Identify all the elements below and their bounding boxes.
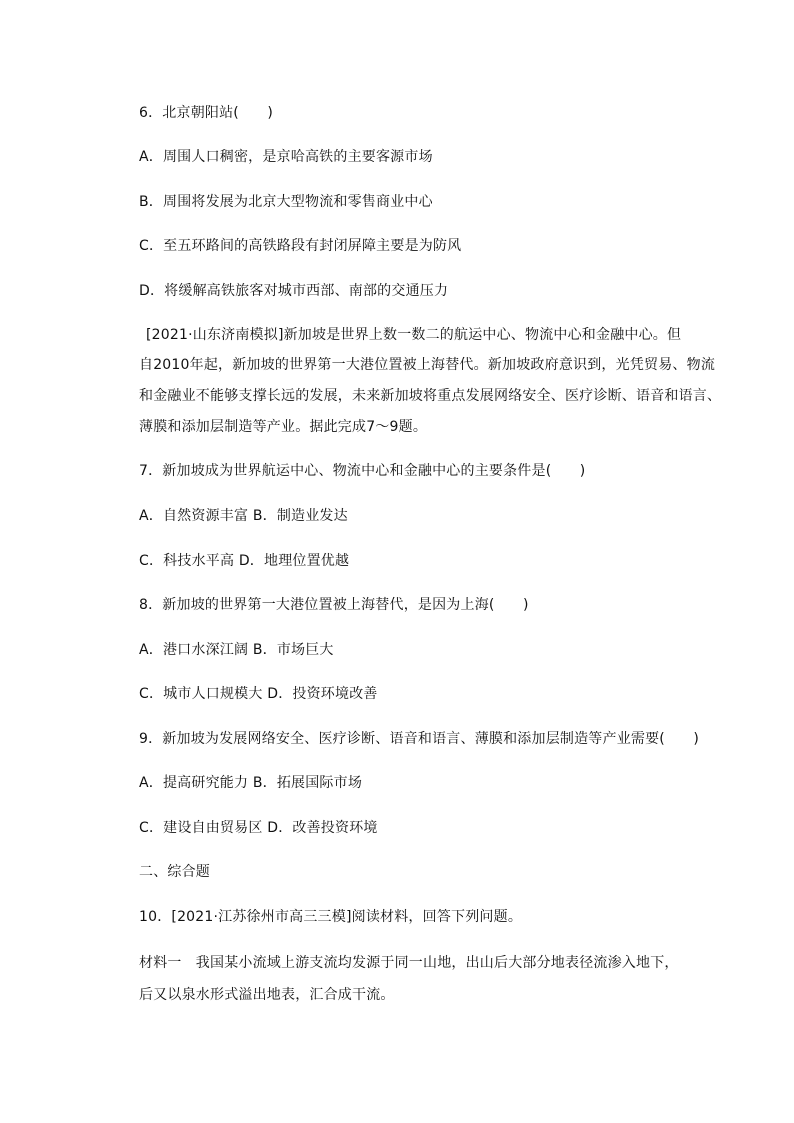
passage-line-4: 薄膜和添加层制造等产业。据此完成7～9题。 — [139, 419, 428, 435]
question-9-options-ab: A．提高研究能力 B．拓展国际市场 — [139, 775, 363, 791]
question-7-options-ab: A．自然资源丰富 B．制造业发达 — [139, 508, 348, 524]
section-heading: 二、综合题 — [139, 864, 210, 880]
question-9-stem: 9．新加坡为发展网络安全、医疗诊断、语音和语言、薄膜和添加层制造等产业需要( ) — [139, 731, 700, 747]
material-1-line-1: 材料一 我国某小流域上游支流均发源于同一山地，出山后大部分地表径流渗入地下， — [139, 955, 679, 971]
question-6-option-c: C．至五环路间的高铁路段有封闭屏障主要是为防风 — [139, 238, 462, 254]
material-1-line-2: 后又以泉水形式溢出地表，汇合成干流。 — [139, 987, 395, 1003]
question-8-stem: 8．新加坡的世界第一大港位置被上海替代，是因为上海( ) — [139, 597, 529, 613]
question-10-stem: 10．[2021·江苏徐州市高三三模]阅读材料，回答下列问题。 — [139, 909, 523, 925]
question-8-options-cd: C．城市人口规模大 D．投资环境改善 — [139, 686, 378, 702]
passage-line-3: 和金融业不能够支撑长远的发展，未来新加坡将重点发展网络安全、医疗诊断、语音和语言、 — [139, 388, 722, 404]
passage-line-1: [2021·山东济南模拟]新加坡是世界上数一数二的航运中心、物流中心和金融中心。但 — [146, 327, 682, 343]
question-7-stem: 7．新加坡成为世界航运中心、物流中心和金融中心的主要条件是( ) — [139, 463, 586, 479]
question-7-options-cd: C．科技水平高 D．地理位置优越 — [139, 553, 350, 569]
question-6-option-b: B．周围将发展为北京大型物流和零售商业中心 — [139, 194, 433, 210]
question-9-options-cd: C．建设自由贸易区 D．改善投资环境 — [139, 820, 378, 836]
question-6-option-d: D．将缓解高铁旅客对城市西部、南部的交通压力 — [139, 283, 449, 299]
passage-line-2: 自2010年起，新加坡的世界第一大港位置被上海替代。新加坡政府意识到，光凭贸易、物流 — [139, 357, 716, 373]
question-6-stem: 6．北京朝阳站( ) — [139, 105, 274, 121]
question-8-options-ab: A．港口水深江阔 B．市场巨大 — [139, 642, 334, 658]
question-6-option-a: A．周围人口稠密，是京哈高铁的主要客源市场 — [139, 149, 433, 165]
